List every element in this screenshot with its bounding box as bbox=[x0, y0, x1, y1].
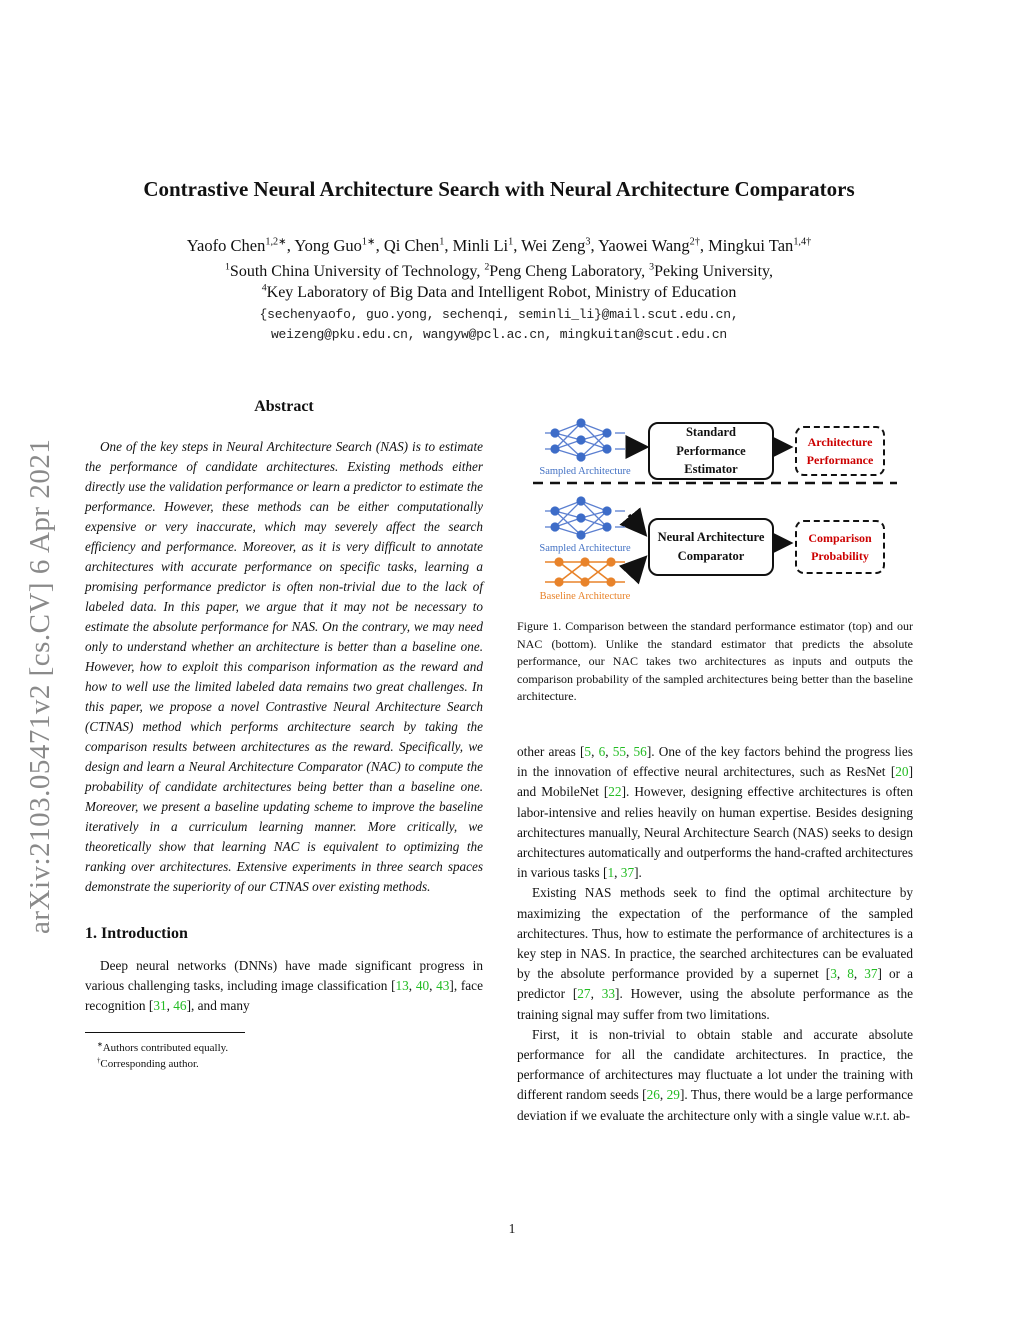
comparison-probability-box: Comparison Probability bbox=[795, 520, 885, 574]
baseline-architecture-label: Baseline Architecture bbox=[539, 591, 631, 602]
abstract-text: One of the key steps in Neural Architecture Search (NAS) is to estimate the performance of candidate architectures. Existing methods either directly use the validation performance or learn a predictor to estimate the performance. However, these methods can be either computationally expensive or very inaccurate, which may severely affect the search efficiency and performance. Moreover, as it is very difficult to annotate architectures with accurate performance on specific tasks, learning a promising performance predictor is often non-trivial due to the lack of labeled data. In this paper, we argue that it may not be necessary to estimate the absolute performance for NAS. On the contrary, we may need only to understand whether an architecture is better than a baseline one. However, how to exploit this comparison information as the reward and how to well use the limited labeled data remains two great challenges. In this paper, we propose a novel Contrastive Neural Architecture Search (CTNAS) method which performs architecture search by taking the comparison results between architectures as the reward. Specifically, we design and learn a Neural Architecture Comparator (NAC) to compute the probability of candidate architectures being better than a baseline one. Moreover, we present a baseline updating scheme to improve the baseline iteratively in a curriculum learning manner. More critically, we theoretically show that learning NAC is equivalent to optimizing the ranking over architectures. Extensive experiments in three search spaces demonstrate the superiority of our CTNAS over existing methods. bbox=[85, 439, 483, 894]
footnote-corresponding-author: †Corresponding author. bbox=[97, 1056, 199, 1070]
arxiv-watermark: arXiv:2103.05471v2 [cs.CV] 6 Apr 2021 bbox=[24, 438, 56, 934]
body-paragraph-3: First, it is non-trivial to obtain stable and accurate absolute performance for all the candidate architectures. In practice, the performance of architectures may fluctuate a lot under the training with different random seeds [26, 29]. Thus, there would be a large performance deviation if we evaluate the architecture only with a single value w.r.t. ab- bbox=[517, 1026, 913, 1123]
email-line-2: weizeng@pku.edu.cn, wangyw@pcl.ac.cn, mingkuitan@scut.edu.cn bbox=[270, 327, 728, 343]
page-number: 1 bbox=[508, 1221, 516, 1236]
section-heading-introduction: 1. Introduction bbox=[85, 925, 188, 942]
neural-architecture-comparator-box: Neural Architecture Comparator bbox=[648, 518, 774, 576]
sampled-architecture-label-bottom: Sampled Architecture bbox=[539, 543, 631, 554]
footnote-equal-contribution: ∗Authors contributed equally. bbox=[97, 1040, 229, 1054]
right-column bbox=[517, 412, 913, 1126]
body-paragraph-2: Existing NAS methods seek to find the optimal architecture by maximizing the expectation of the performance of the sampled architectures. Thus, how to estimate the performance of architectures is a key step in NAS. In practice, the searched architectures can be evaluated by the absolute performance provided by a supernet [3, 8, 37] or a predictor [27, 33]. However, using the absolute performance as the training signal may suffer from two limitations. bbox=[517, 885, 914, 1022]
sampled-architecture-label-top: Sampled Architecture bbox=[539, 466, 631, 477]
architecture-performance-box: Architecture Performance bbox=[795, 426, 885, 476]
abstract-heading: Abstract bbox=[254, 398, 314, 415]
paper-header bbox=[85, 176, 913, 342]
intro-paragraph: Deep neural networks (DNNs) have made significant progress in various challenging tasks, including image classification [13, 40, 43], face recognition [31, 46], and many bbox=[85, 958, 483, 1014]
figure-1-caption: Figure 1. Comparison between the standard performance estimator (top) and our NAC (bottom). Unlike the standard estimator that predicts the absolute performance, our NAC takes two architectures as inputs and outputs the comparison probability of the sampled architectures being better than the baseline architecture. bbox=[517, 619, 913, 704]
email-line-1: {sechenyaofo, guo.yong, sechenqi, seminli_li}@mail.scut.edu.cn, bbox=[259, 307, 739, 323]
author-line: Yaofo Chen$^{1,2∗}$, Yong Guo$^{1∗}$, Qi Chen$^1$, Minli Li$^1$, Wei Zeng$^3$, Yaowei Wang$^{2\dagger}$, Mingkui Tan$^{1,4\dagger}$ bbox=[186, 236, 812, 256]
figure-1-panel bbox=[523, 412, 903, 612]
left-column bbox=[85, 398, 483, 1072]
sampled-architecture-icon-top bbox=[543, 417, 627, 463]
footnote-rule bbox=[85, 1032, 245, 1033]
standard-performance-estimator-box: Standard Performance Estimator bbox=[648, 422, 774, 480]
affiliation-line-1: $^1$South China University of Technology, $^2$Peng Cheng Laboratory, $^3$Peking University, bbox=[224, 261, 774, 281]
sampled-architecture-icon-bottom bbox=[543, 495, 627, 541]
body-paragraph-1: other areas [5, 6, 55, 56]. One of the key factors behind the progress lies in the innovation of effective neural architectures, such as ResNet [20] and MobileNet [22]. However, designing effective architectures is often labor-intensive and relies heavily on human expertise. Besides designing architectures manually, Neural Architecture Search (NAS) seeks to design architectures automatically and outperforms the hand-crafted architectures in various tasks [1, 37]. bbox=[517, 743, 913, 881]
affiliation-line-2: $^4$Key Laboratory of Big Data and Intelligent Robot, Ministry of Education bbox=[261, 282, 737, 302]
paper-title: Contrastive Neural Architecture Search with Neural Architecture Comparators bbox=[143, 177, 855, 201]
baseline-architecture-icon bbox=[543, 555, 627, 589]
